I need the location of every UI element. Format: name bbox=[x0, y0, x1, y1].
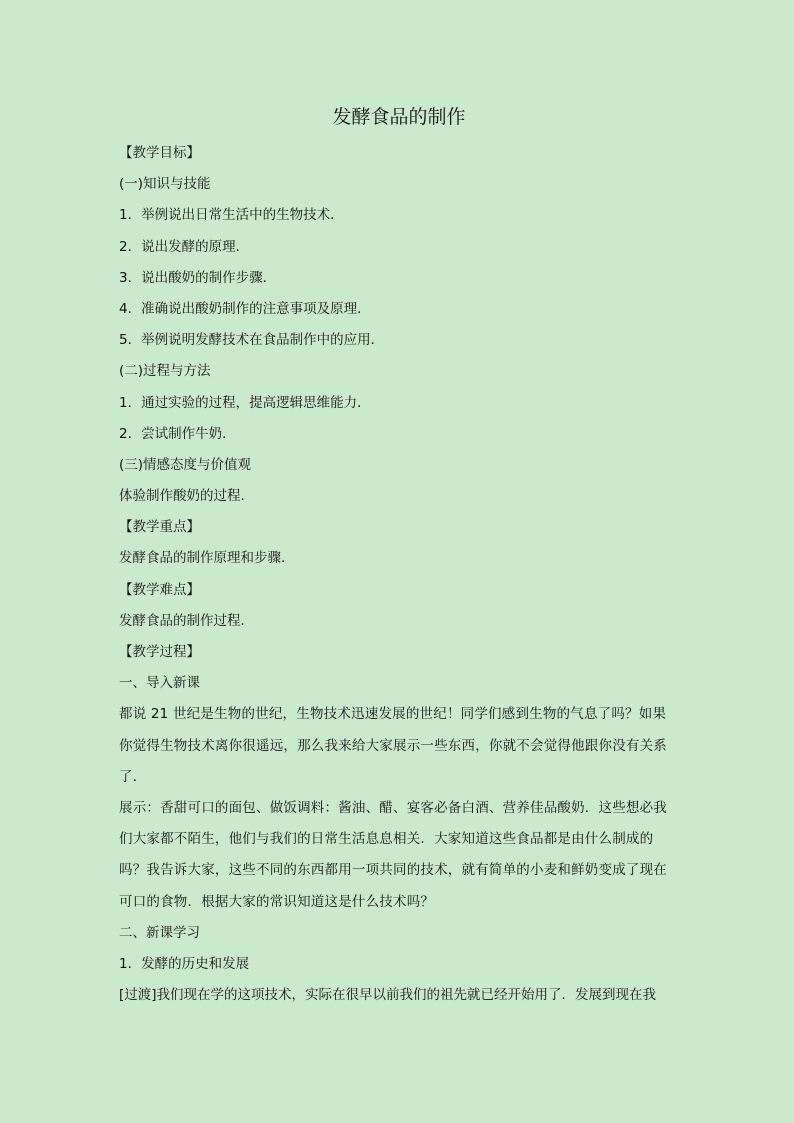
knowledge-item: 3．说出酸奶的制作步骤． bbox=[119, 269, 277, 286]
knowledge-item: 2．说出发酵的原理． bbox=[119, 238, 250, 255]
difficulty-heading: 【教学难点】 bbox=[119, 581, 200, 598]
attitude-heading: (三)情感态度与价值观 bbox=[119, 456, 252, 473]
difficulty-text: 发酵食品的制作过程． bbox=[119, 612, 254, 629]
attitude-text: 体验制作酸奶的过程． bbox=[119, 488, 254, 505]
key-points-text: 发酵食品的制作原理和步骤． bbox=[119, 550, 295, 567]
intro-heading: 一、导入新课 bbox=[119, 675, 200, 692]
knowledge-item: 5．举例说明发酵技术在食品制作中的应用． bbox=[119, 332, 385, 349]
process-method-heading: (二)过程与方法 bbox=[119, 363, 211, 380]
process-item: 2．尝试制作牛奶． bbox=[119, 425, 236, 442]
history-heading: 1．发酵的历史和发展 bbox=[119, 955, 250, 972]
process-item: 1．通过实验的过程，提高逻辑思维能力． bbox=[119, 394, 371, 411]
document-page bbox=[119, 100, 679, 1011]
knowledge-skills-heading: (一)知识与技能 bbox=[119, 176, 211, 193]
transition-paragraph: [过渡]我们现在学的这项技术，实际在很早以前我们的祖先就已经开始用了．发展到现在我 bbox=[119, 987, 657, 1004]
knowledge-item: 4．准确说出酸奶制作的注意事项及原理． bbox=[119, 300, 371, 317]
teaching-goals-heading: 【教学目标】 bbox=[119, 145, 200, 161]
document-title: 发酵食品的制作 bbox=[332, 106, 466, 128]
knowledge-item: 1．举例说出日常生活中的生物技术． bbox=[119, 207, 344, 224]
new-lesson-heading: 二、新课学习 bbox=[119, 924, 200, 941]
key-points-heading: 【教学重点】 bbox=[119, 519, 200, 536]
display-paragraph: 展示：香甜可口的面包、做饭调料：酱油、醋、宴客必备白酒、营养佳品酸奶．这些想必我们大家都不陌生，他们与我们的日常生活息息相关．大家知道这些食品都是由什么制成的吗？我告诉大家，这些不同的东西都用一项共同的技术，就有简单的小麦和鲜奶变成了现在可口的食物．根据大家的常识知道这是什么技术吗？ bbox=[119, 799, 667, 910]
teaching-process-heading: 【教学过程】 bbox=[119, 644, 200, 660]
intro-paragraph: 都说 21 世纪是生物的世纪，生物技术迅速发展的世纪！同学们感到生物的气息了吗？如果你觉得生物技术离你很遥远，那么我来给大家展示一些东西，你就不会觉得他跟你没有关系了． bbox=[119, 706, 667, 785]
